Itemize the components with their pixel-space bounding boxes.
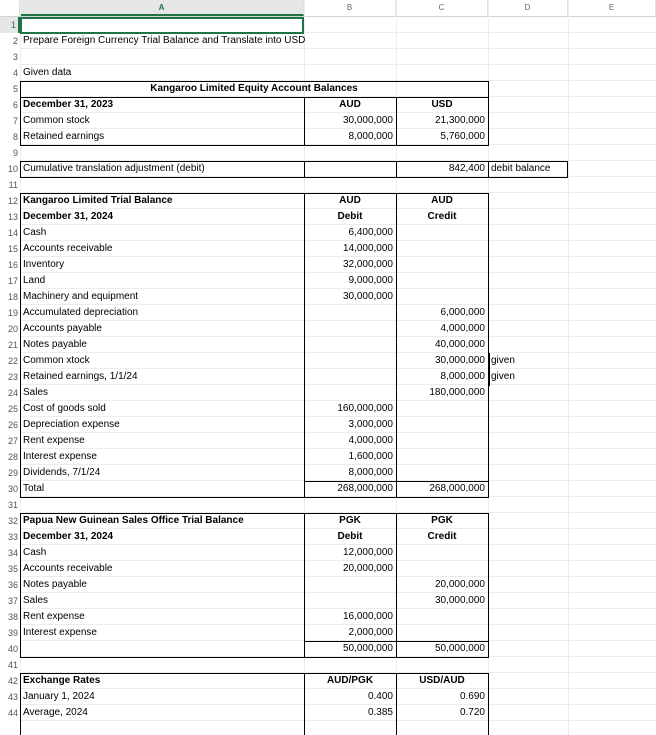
cell-d[interactable] [488,577,568,593]
row-number[interactable]: 42 [0,673,20,689]
cell-c[interactable]: 40,000,000 [434,339,485,350]
cell-c[interactable] [396,225,488,241]
cell-a[interactable] [20,497,304,513]
cell-d[interactable] [488,225,568,241]
cell-a[interactable] [20,657,304,673]
sheet-row [0,561,656,577]
cell-c[interactable]: 842,400 [448,163,485,174]
row-number[interactable]: 36 [0,577,20,593]
row-number[interactable]: 24 [0,385,20,401]
cell-b[interactable]: 9,000,000 [348,275,393,286]
cell-d[interactable] [488,145,568,161]
sheet-row [0,353,656,369]
cell-c[interactable]: 6,000,000 [440,307,485,318]
cell-b[interactable] [304,177,396,193]
sheet-row [0,433,656,449]
cell-a[interactable]: Sales [23,387,49,398]
sheet-row [0,241,656,257]
cell-a[interactable]: Accumulated depreciation [23,307,139,318]
cell-d[interactable] [488,17,568,33]
cell-a[interactable]: Accounts receivable [23,243,113,254]
cell-a[interactable]: Kangaroo Limited Trial Balance [23,195,173,206]
cell-a[interactable]: Common xtock [23,355,90,366]
cell-c[interactable] [396,625,488,641]
cell-a[interactable]: Rent expense [23,611,85,622]
cell-a[interactable] [20,17,304,33]
row-number[interactable]: 20 [0,321,20,337]
cell-d[interactable] [488,129,568,145]
sheet-row [0,705,656,721]
cell-b[interactable] [304,17,396,33]
sheet-row [0,513,656,529]
cell-c[interactable]: 268,000,000 [429,483,485,494]
cell-d[interactable] [488,257,568,273]
cell-a[interactable]: Average, 2024 [23,707,88,718]
sheet-row [0,209,656,225]
column-header-b[interactable]: B [304,0,396,16]
cell-d[interactable] [488,561,568,577]
row-number[interactable]: 40 [0,641,20,657]
cell-b[interactable]: AUD/PGK [326,675,374,686]
sheet-row [0,65,656,81]
row-number[interactable]: 13 [0,209,20,225]
cell-b[interactable] [304,577,396,593]
cell-d[interactable] [488,33,568,49]
cell-d[interactable] [488,177,568,193]
cell-b[interactable]: 4,000,000 [348,435,393,446]
cell-c[interactable]: PGK [431,515,453,526]
cell-b[interactable] [304,65,396,81]
cell-c[interactable]: AUD [431,195,453,206]
cell-d[interactable] [488,241,568,257]
sheet-row [0,497,656,513]
cell-b[interactable]: 1,600,000 [348,451,393,462]
cell-d[interactable]: given [491,371,515,382]
row-number[interactable]: 25 [0,401,20,417]
cell-c[interactable]: 0.690 [459,691,485,702]
row-number[interactable]: 3 [0,49,20,65]
cell-a[interactable]: December 31, 2024 [23,211,114,222]
cell-b[interactable] [304,49,396,65]
cell-b[interactable] [304,657,396,673]
row-number[interactable]: 31 [0,497,20,513]
cell-d[interactable] [488,401,568,417]
cell-b[interactable]: 12,000,000 [342,547,393,558]
sheet-row [0,545,656,561]
cell-c[interactable] [396,657,488,673]
cell-d[interactable]: given [491,355,515,366]
sheet-row [0,609,656,625]
cell-a[interactable]: Cost of goods sold [23,403,106,414]
cell-d[interactable] [488,673,568,689]
cell-a[interactable]: Depreciation expense [23,419,120,430]
row-number[interactable]: 8 [0,129,20,145]
row-number[interactable]: 38 [0,609,20,625]
row-number[interactable]: 41 [0,657,20,673]
sheet-row [0,161,656,177]
cell-c[interactable] [396,17,488,33]
row-number[interactable]: 10 [0,161,20,177]
cell-b[interactable] [304,161,396,177]
row-number[interactable]: 29 [0,465,20,481]
cell-d[interactable] [488,305,568,321]
row-number[interactable]: 27 [0,433,20,449]
row-number[interactable]: 7 [0,113,20,129]
cell-d[interactable] [488,513,568,529]
row-number[interactable]: 14 [0,225,20,241]
row-number[interactable]: 5 [0,81,20,97]
cell-b[interactable]: 6,400,000 [348,227,393,238]
row-number[interactable]: 12 [0,193,20,209]
cell-a[interactable]: Retained earnings, 1/1/24 [23,371,138,382]
cell-c[interactable]: 180,000,000 [429,387,485,398]
sheet-row [0,641,656,657]
cell-a[interactable] [20,641,304,657]
cell-c[interactable]: 30,000,000 [434,595,485,606]
cell-b[interactable] [304,353,396,369]
select-all-corner[interactable] [0,0,20,16]
cell-b[interactable]: 20,000,000 [342,563,393,574]
cell-a[interactable]: Land [23,275,46,286]
cell-b[interactable] [304,593,396,609]
cell-c[interactable] [396,545,488,561]
cell-a[interactable]: Cumulative translation adjustment (debit) [23,163,205,174]
cell-d[interactable] [488,465,568,481]
cell-b[interactable]: PGK [339,515,361,526]
cell-b[interactable]: 0.385 [367,707,393,718]
cell-d[interactable] [488,65,568,81]
cell-c[interactable]: 21,300,000 [434,115,485,126]
cell-d[interactable] [488,385,568,401]
sheet-row [0,625,656,641]
cell-b[interactable] [304,497,396,513]
cell-b[interactable] [304,337,396,353]
cell-c[interactable] [396,177,488,193]
cell-c[interactable]: 30,000,000 [434,355,485,366]
sheet-row [0,401,656,417]
cell-c[interactable] [396,241,488,257]
row-number[interactable]: 18 [0,289,20,305]
cell-b[interactable]: 268,000,000 [337,483,393,494]
cell-b[interactable]: 50,000,000 [342,643,393,654]
cell-b[interactable] [304,321,396,337]
cell-d[interactable] [488,609,568,625]
cell-d[interactable] [488,433,568,449]
cell-d[interactable] [488,705,568,721]
cell-a[interactable]: Exchange Rates [23,675,101,686]
cell-a[interactable]: Machinery and equipment [23,291,139,302]
cell-b[interactable] [304,145,396,161]
cell-b[interactable]: 2,000,000 [348,627,393,638]
cell-b[interactable]: AUD [339,99,361,110]
cell-a[interactable]: Accounts receivable [23,563,113,574]
cell-c[interactable]: 20,000,000 [434,579,485,590]
sheet-row [0,481,656,497]
cell-a[interactable]: Notes payable [23,339,87,350]
cell-b[interactable]: 0.400 [367,691,393,702]
cell-c[interactable] [396,289,488,305]
sheet-row [0,145,656,161]
cell-a[interactable]: January 1, 2024 [23,691,95,702]
sheet-row [0,689,656,705]
cell-d[interactable] [488,641,568,657]
cell-c[interactable]: 5,760,000 [440,131,485,142]
sheet-row [0,657,656,673]
cell-c[interactable]: 50,000,000 [434,643,485,654]
cell-a[interactable]: Cash [23,227,47,238]
sheet-row [0,673,656,689]
cell-c[interactable] [396,49,488,65]
row-number[interactable]: 35 [0,561,20,577]
cell-a[interactable]: Accounts payable [23,323,102,334]
row-number[interactable]: 21 [0,337,20,353]
row-number[interactable]: 19 [0,305,20,321]
cell-a[interactable] [20,49,304,65]
cell-c[interactable] [396,449,488,465]
sheet-row [0,17,656,33]
sheet-row [0,177,656,193]
cell-d[interactable] [488,321,568,337]
sheet-row [0,337,656,353]
row-number[interactable]: 15 [0,241,20,257]
sheet-row [0,225,656,241]
row-number[interactable]: 30 [0,481,20,497]
row-number[interactable]: 16 [0,257,20,273]
cell-c[interactable]: 0.720 [459,707,485,718]
cell-c[interactable] [396,33,488,49]
cell-b[interactable]: 3,000,000 [348,419,393,430]
cell-d[interactable] [488,49,568,65]
cell-b[interactable]: 160,000,000 [337,403,393,414]
cell-d[interactable] [488,417,568,433]
row-number[interactable]: 32 [0,513,20,529]
cell-a[interactable]: Given data [23,67,72,78]
cell-d[interactable] [488,97,568,113]
sheet-row [0,193,656,209]
cell-c[interactable]: 8,000,000 [440,371,485,382]
row-number[interactable]: 1 [0,17,20,33]
cell-b[interactable]: AUD [339,195,361,206]
cell-d[interactable] [488,625,568,641]
cell-d[interactable] [488,81,568,97]
cell-b[interactable]: Debit [337,211,363,222]
cell-c[interactable]: Credit [427,211,457,222]
column-header-e[interactable]: E [568,0,656,16]
cell-a[interactable]: Rent expense [23,435,85,446]
cell-b[interactable]: Debit [337,531,363,542]
cell-b[interactable]: 30,000,000 [342,115,393,126]
cell-a[interactable]: Sales [23,595,49,606]
row-number[interactable]: 2 [0,33,20,49]
merged-title-cell[interactable]: Kangaroo Limited Equity Account Balances [150,83,358,94]
column-header-c[interactable]: C [396,0,488,16]
cell-b[interactable]: 32,000,000 [342,259,393,270]
cell-a[interactable]: Interest expense [23,451,97,462]
cell-c[interactable] [396,257,488,273]
cell-a[interactable]: Notes payable [23,579,87,590]
cell-b[interactable]: 30,000,000 [342,291,393,302]
sheet-row [0,385,656,401]
cell-b[interactable] [304,369,396,385]
cell-a[interactable]: Common stock [23,115,90,126]
cell-a[interactable]: Interest expense [23,627,97,638]
cell-d[interactable] [488,593,568,609]
cell-d[interactable] [488,689,568,705]
cell-d[interactable]: debit balance [491,163,551,174]
cell-a[interactable]: Prepare Foreign Currency Trial Balance and Translate into USD [23,35,306,46]
cell-a[interactable]: December 31, 2024 [23,531,114,542]
cell-b[interactable] [304,33,396,49]
sheet-row [0,417,656,433]
sheet-row [0,529,656,545]
sheet-row [0,577,656,593]
cell-d[interactable] [488,289,568,305]
cell-a[interactable]: Total [23,483,45,494]
cell-a[interactable] [20,145,304,161]
sheet-row [0,593,656,609]
cell-d[interactable] [488,337,568,353]
cell-a[interactable] [20,177,304,193]
row-number[interactable]: 28 [0,449,20,465]
cell-a[interactable]: Dividends, 7/1/24 [23,467,101,478]
row-number[interactable]: 23 [0,369,20,385]
sheet-row [0,369,656,385]
cell-d[interactable] [488,193,568,209]
column-header-a[interactable]: A [20,0,304,16]
cell-b[interactable]: 14,000,000 [342,243,393,254]
cell-d[interactable] [488,273,568,289]
cell-c[interactable] [396,65,488,81]
row-number[interactable]: 17 [0,273,20,289]
cell-a[interactable]: December 31, 2023 [23,99,114,110]
cell-d[interactable] [488,449,568,465]
sheet-row [0,33,656,49]
row-number[interactable]: 6 [0,97,20,113]
sheet-row [0,465,656,481]
row-number[interactable]: 34 [0,545,20,561]
row-number[interactable]: 33 [0,529,20,545]
cell-a[interactable]: Cash [23,547,47,558]
cell-c[interactable] [396,465,488,481]
row-number[interactable]: 22 [0,353,20,369]
row-number[interactable]: 43 [0,689,20,705]
cell-b[interactable] [304,385,396,401]
cell-b[interactable]: 16,000,000 [342,611,393,622]
cell-a[interactable]: Retained earnings [23,131,105,142]
sheet-row [0,289,656,305]
sheet-row [0,97,656,113]
cell-a[interactable]: Papua New Guinean Sales Office Trial Balance [23,515,244,526]
row-number[interactable]: 11 [0,177,20,193]
row-number[interactable]: 37 [0,593,20,609]
sheet-row [0,273,656,289]
cell-c[interactable]: USD [431,99,453,110]
cell-c[interactable] [396,145,488,161]
sheet-row [0,449,656,465]
cell-b[interactable] [304,305,396,321]
cell-c[interactable] [396,433,488,449]
cell-c[interactable]: USD/AUD [419,675,465,686]
sheet-row [0,49,656,65]
cell-d[interactable] [488,529,568,545]
cell-d[interactable] [488,497,568,513]
column-header-bar [0,0,656,17]
cell-d[interactable] [488,545,568,561]
sheet-row [0,81,656,97]
cell-d[interactable] [488,657,568,673]
cell-c[interactable]: Credit [427,531,457,542]
sheet-row [0,257,656,273]
sheet-row [0,113,656,129]
cell-c[interactable] [396,561,488,577]
cell-c[interactable] [396,609,488,625]
cell-d[interactable] [488,481,568,497]
row-number[interactable]: 4 [0,65,20,81]
sheet-row [0,305,656,321]
cell-c[interactable]: 4,000,000 [440,323,485,334]
column-header-d[interactable]: D [488,0,568,16]
sheet-row [0,321,656,337]
row-number[interactable]: 39 [0,625,20,641]
cell-c[interactable] [396,401,488,417]
cell-d[interactable] [488,209,568,225]
cell-a[interactable]: Inventory [23,259,65,270]
row-number[interactable]: 9 [0,145,20,161]
row-number[interactable]: 26 [0,417,20,433]
row-number[interactable]: 44 [0,705,20,721]
cell-c[interactable] [396,273,488,289]
cell-c[interactable] [396,497,488,513]
cell-b[interactable]: 8,000,000 [348,467,393,478]
cell-c[interactable] [396,417,488,433]
cell-d[interactable] [488,113,568,129]
sheet-row [0,129,656,145]
cell-b[interactable]: 8,000,000 [348,131,393,142]
